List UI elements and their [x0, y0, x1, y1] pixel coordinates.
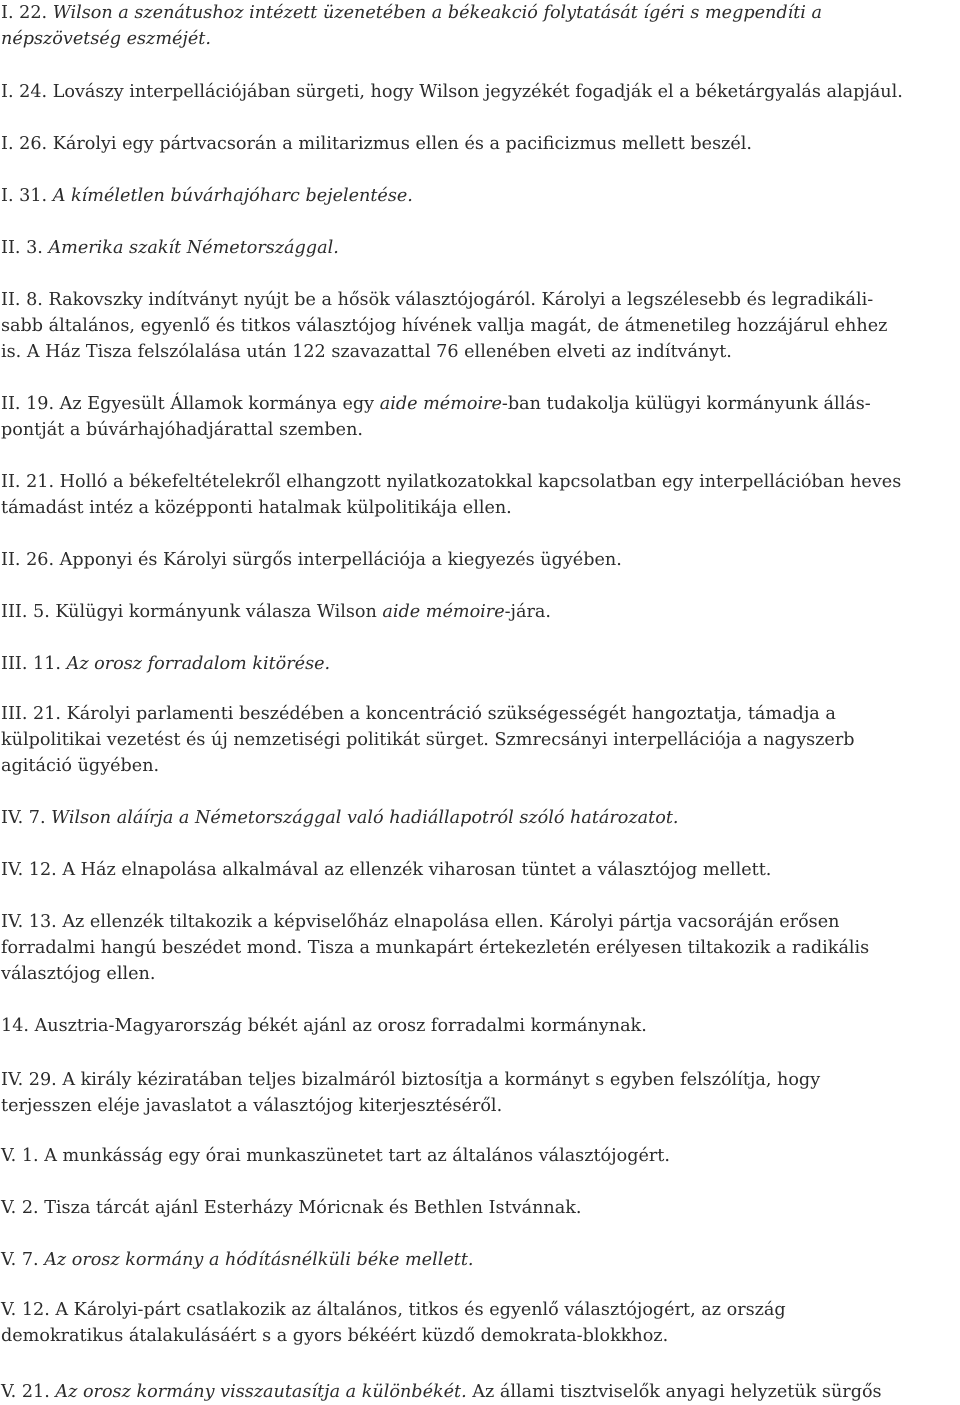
- entry-text: II. 8. Rakovszky indítványt nyújt be a hősök választójogáról. Károlyi a legszélesebb és legradikáli-: [1, 290, 874, 310]
- chronology-entry: [1, 469, 953, 521]
- entry-line: [1, 417, 953, 443]
- entry-line: [1, 1297, 953, 1323]
- entry-line: [1, 1195, 953, 1221]
- entry-text: V. 1. A munkásság egy órai munkaszünetet tart az általános választójogért.: [1, 1146, 670, 1166]
- entry-text: II. 21. Holló a békefeltételekről elhangzott nyilatkozatokkal kapcsolatban egy interpellációban heves: [1, 472, 902, 492]
- chronology-entry: [1, 131, 953, 157]
- entry-text: terjesszen eléje javaslatot a választójog kiterjesztéséről.: [1, 1096, 503, 1116]
- entry-line: [1, 805, 953, 831]
- entry-text: -ban tudakolja külügyi kormányunk állás-: [501, 394, 871, 414]
- italic-text: Az orosz kormány visszautasítja a különbékét.: [55, 1382, 467, 1402]
- chronology-entry: [1, 1297, 953, 1349]
- entry-line: [1, 1247, 953, 1273]
- entry-line: [1, 727, 953, 753]
- italic-text: Az orosz forradalom kitörése.: [66, 654, 331, 674]
- chronology-entry: [1, 547, 953, 573]
- chronology-entry: [1, 1247, 953, 1273]
- entry-line: [1, 469, 953, 495]
- entry-text: I. 31.: [1, 186, 53, 206]
- entry-text: V. 12. A Károlyi-párt csatlakozik az általános, titkos és egyenlő választójogért, az ország: [1, 1300, 786, 1320]
- entry-line: [1, 391, 953, 417]
- entry-line: [1, 599, 953, 625]
- italic-text: Wilson a szenátushoz intézett üzenetében a békeakció folytatását ígéri s megpendíti a: [52, 3, 823, 23]
- entry-text: II. 19. Az Egyesült Államok kormánya egy: [1, 394, 380, 414]
- italic-text: Wilson aláírja a Németországgal való hadiállapotról szóló határozatot.: [51, 808, 679, 828]
- entry-text: sabb általános, egyenlő és titkos választójog hívének vallja magát, de átmenetileg hozzájárul ehhez: [1, 316, 888, 336]
- entry-text: forradalmi hangú beszédet mond. Tisza a munkapárt értekezletén erélyesen tiltakozik a radikális: [1, 938, 870, 958]
- chronology-entry: [1, 79, 953, 105]
- entry-line: [1, 1093, 953, 1119]
- chronology-entry: [1, 701, 953, 779]
- entry-text: választójog ellen.: [1, 964, 156, 984]
- entry-line: [1, 183, 953, 209]
- chronology-entry: [1, 1013, 953, 1039]
- entry-line: [1, 287, 953, 313]
- entry-line: [1, 131, 953, 157]
- chronology-entry: [1, 805, 953, 831]
- entry-line: [1, 313, 953, 339]
- entry-line: [1, 701, 953, 727]
- entry-line: [1, 935, 953, 961]
- entry-text: pontját a búvárhajóhadjárattal szemben.: [1, 420, 364, 440]
- chronology-entry: [1, 1067, 953, 1119]
- entry-line: [1, 753, 953, 779]
- chronology-entry: [1, 235, 953, 261]
- chronology-entry: [1, 287, 953, 365]
- entry-text: támadást intéz a középponti hatalmak külpolitikája ellen.: [1, 498, 512, 518]
- entry-line: [1, 26, 953, 52]
- entry-text: agitáció ügyében.: [1, 756, 160, 776]
- entry-line: [1, 1143, 953, 1169]
- entry-line: [1, 79, 953, 105]
- chronology-entry: [1, 599, 953, 625]
- chronology-entry: [1, 1143, 953, 1169]
- entry-line: [1, 857, 953, 883]
- entry-text: III. 11.: [1, 654, 67, 674]
- entry-text: II. 26. Apponyi és Károlyi sürgős interpellációja a kiegyezés ügyében.: [1, 550, 622, 570]
- entry-text: IV. 7.: [1, 808, 52, 828]
- entry-line: [1, 0, 953, 26]
- italic-text: aide mémoire: [379, 394, 502, 414]
- entry-text: 14. Ausztria-Magyarország békét ajánl az orosz forradalmi kormánynak.: [1, 1016, 647, 1036]
- entry-line: [1, 339, 953, 365]
- entry-line: [1, 495, 953, 521]
- entry-line: [1, 1379, 953, 1405]
- chronology-entry: [1, 183, 953, 209]
- entry-text: III. 5. Külügyi kormányunk válasza Wilson: [1, 602, 383, 622]
- chronology-entry: [1, 1195, 953, 1221]
- entry-text: is. A Ház Tisza felszólalása után 122 szavazattal 76 ellenében elveti az indítványt.: [1, 342, 732, 362]
- entry-line: [1, 651, 953, 677]
- entry-text: I. 24. Lovászy interpellációjában sürgeti, hogy Wilson jegyzékét fogadják el a béketárgyalás alapjául.: [1, 82, 903, 102]
- entry-text: V. 7.: [1, 1250, 45, 1270]
- entry-line: [1, 1067, 953, 1093]
- entry-line: [1, 1323, 953, 1349]
- entry-text: I. 22.: [1, 3, 53, 23]
- entry-line: [1, 235, 953, 261]
- entry-text: III. 21. Károlyi parlamenti beszédében a koncentráció szükségességét hangoztatja, támadja a: [1, 704, 836, 724]
- italic-text: aide mémoire: [382, 602, 505, 622]
- chronology-entry: [1, 0, 953, 52]
- entry-line: [1, 1013, 953, 1039]
- chronology-entry: [1, 391, 953, 443]
- chronology-entry: [1, 857, 953, 883]
- entry-text: külpolitikai vezetést és új nemzetiségi politikát sürget. Szmrecsányi interpellációja a nagyszerb: [1, 730, 855, 750]
- entry-text: IV. 12. A Ház elnapolása alkalmával az ellenzék viharosan tüntet a választójog mellett.: [1, 860, 772, 880]
- entry-text: I. 26. Károlyi egy pártvacsorán a militarizmus ellen és a pacificizmus mellett beszél.: [1, 134, 753, 154]
- entry-line: [1, 547, 953, 573]
- entry-text: IV. 29. A király kéziratában teljes bizalmáról biztosítja a kormányt s egyben felszólítja, hogy: [1, 1070, 821, 1090]
- chronology-entry: [1, 909, 953, 987]
- entry-text: IV. 13. Az ellenzék tiltakozik a képviselőház elnapolása ellen. Károlyi pártja vacsoráján erősen: [1, 912, 840, 932]
- entry-text: V. 2. Tisza tárcát ajánl Esterházy Móricnak és Bethlen Istvánnak.: [1, 1198, 582, 1218]
- entry-text: V. 21.: [1, 1382, 56, 1402]
- italic-text: A kíméletlen búvárhajóharc bejelentése.: [52, 186, 413, 206]
- italic-text: népszövetség eszméjét.: [1, 29, 211, 49]
- entry-line: [1, 961, 953, 987]
- italic-text: Az orosz kormány a hódításnélküli béke mellett.: [44, 1250, 474, 1270]
- entry-text: demokratikus átalakulásáért s a gyors békéért küzdő demokrata-blokkhoz.: [1, 1326, 669, 1346]
- chronology-entry: [1, 1379, 953, 1405]
- entry-text: -jára.: [504, 602, 551, 622]
- entry-line: [1, 909, 953, 935]
- entry-text: Az állami tisztviselők anyagi helyzetük sürgős: [466, 1382, 882, 1402]
- chronology-entry: [1, 651, 953, 677]
- entry-text: II. 3.: [1, 238, 49, 258]
- italic-text: Amerika szakít Németországgal.: [48, 238, 339, 258]
